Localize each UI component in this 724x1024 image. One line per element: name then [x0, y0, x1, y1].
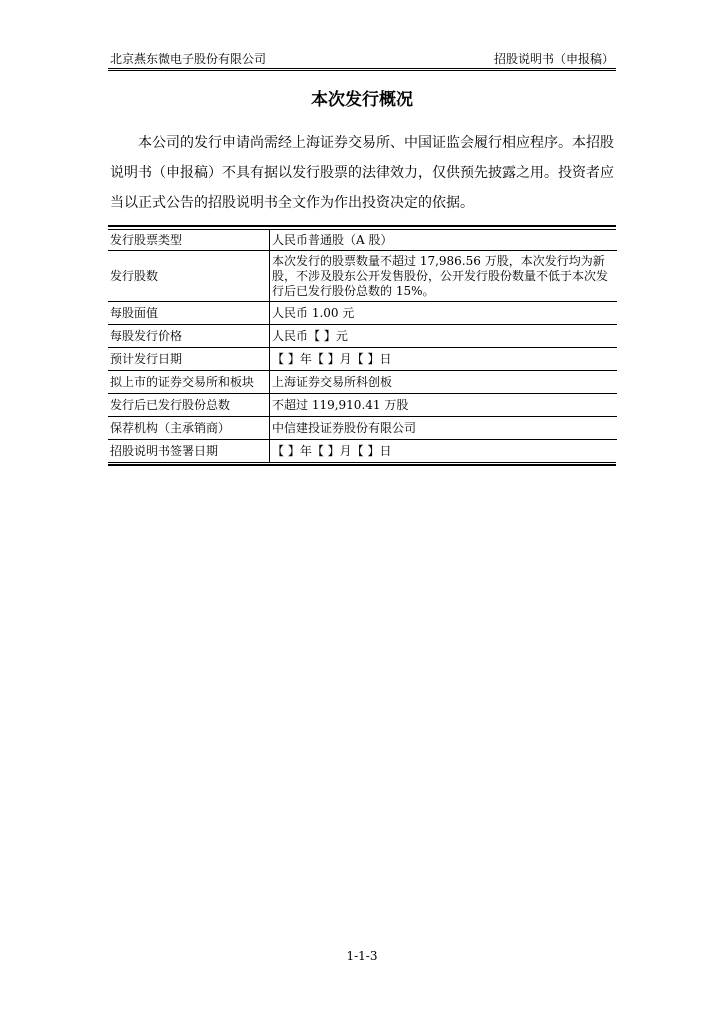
table-row: [108, 302, 617, 325]
row-label: 招股说明书签署日期: [108, 440, 270, 463]
row-value: 不超过 119,910.41 万股: [272, 397, 409, 412]
offering-table-wrapper: [108, 225, 616, 466]
table-row: [108, 348, 617, 371]
row-value: 人民币普通股（A 股）: [272, 232, 393, 247]
row-label: 发行股数: [108, 251, 270, 302]
page-header: [108, 50, 616, 68]
row-label: 保荐机构（主承销商）: [108, 417, 270, 440]
table-row: [108, 230, 617, 251]
table-row: [108, 394, 617, 417]
table-row: [108, 251, 617, 302]
intro-section: [110, 128, 614, 218]
row-label: 每股面值: [108, 302, 270, 325]
row-label: 每股发行价格: [108, 325, 270, 348]
offering-table: [108, 230, 617, 462]
intro-paragraph: 本公司的发行申请尚需经上海证券交易所、中国证监会履行相应程序。本招股说明书（申报稿）不具有据以发行股票的法律效力，仅供预先披露之用。投资者应当以正式公告的招股说明书全文作为作出投资决定的依据。: [110, 135, 614, 211]
table-top-rule: [108, 225, 616, 227]
page-title: 本次发行概况: [311, 90, 413, 110]
row-value: 本次发行的股票数量不超过 17,986.56 万股，本次发行均为新股，不涉及股东公开发售股份，公开发行股份数量不低于本次发行后已发行股份总数的 15%。: [272, 253, 609, 298]
row-label: 拟上市的证券交易所和板块: [108, 371, 270, 394]
row-value: 中信建投证券股份有限公司: [272, 420, 417, 435]
table-bottom-rule-thin: [108, 462, 616, 463]
table-row: [108, 371, 617, 394]
row-label: 预计发行日期: [108, 348, 270, 371]
table-bottom-rule: [108, 464, 616, 466]
row-label: 发行股票类型: [108, 230, 270, 251]
row-value: 上海证券交易所科创板: [272, 374, 393, 389]
page-number: 1-1-3: [346, 949, 378, 963]
row-value: 人民币 1.00 元: [272, 305, 355, 320]
table-row: [108, 325, 617, 348]
row-value: 【 】年【 】月【 】日: [272, 351, 392, 366]
header-rule: [108, 68, 616, 71]
header-company: 北京燕东微电子股份有限公司: [110, 52, 267, 66]
table-row: [108, 440, 617, 463]
table-row: [108, 417, 617, 440]
row-value: 人民币【 】元: [272, 328, 348, 343]
row-value: 【 】年【 】月【 】日: [272, 443, 392, 458]
header-doc-type: 招股说明书（申报稿）: [493, 52, 614, 66]
row-label: 发行后已发行股份总数: [108, 394, 270, 417]
